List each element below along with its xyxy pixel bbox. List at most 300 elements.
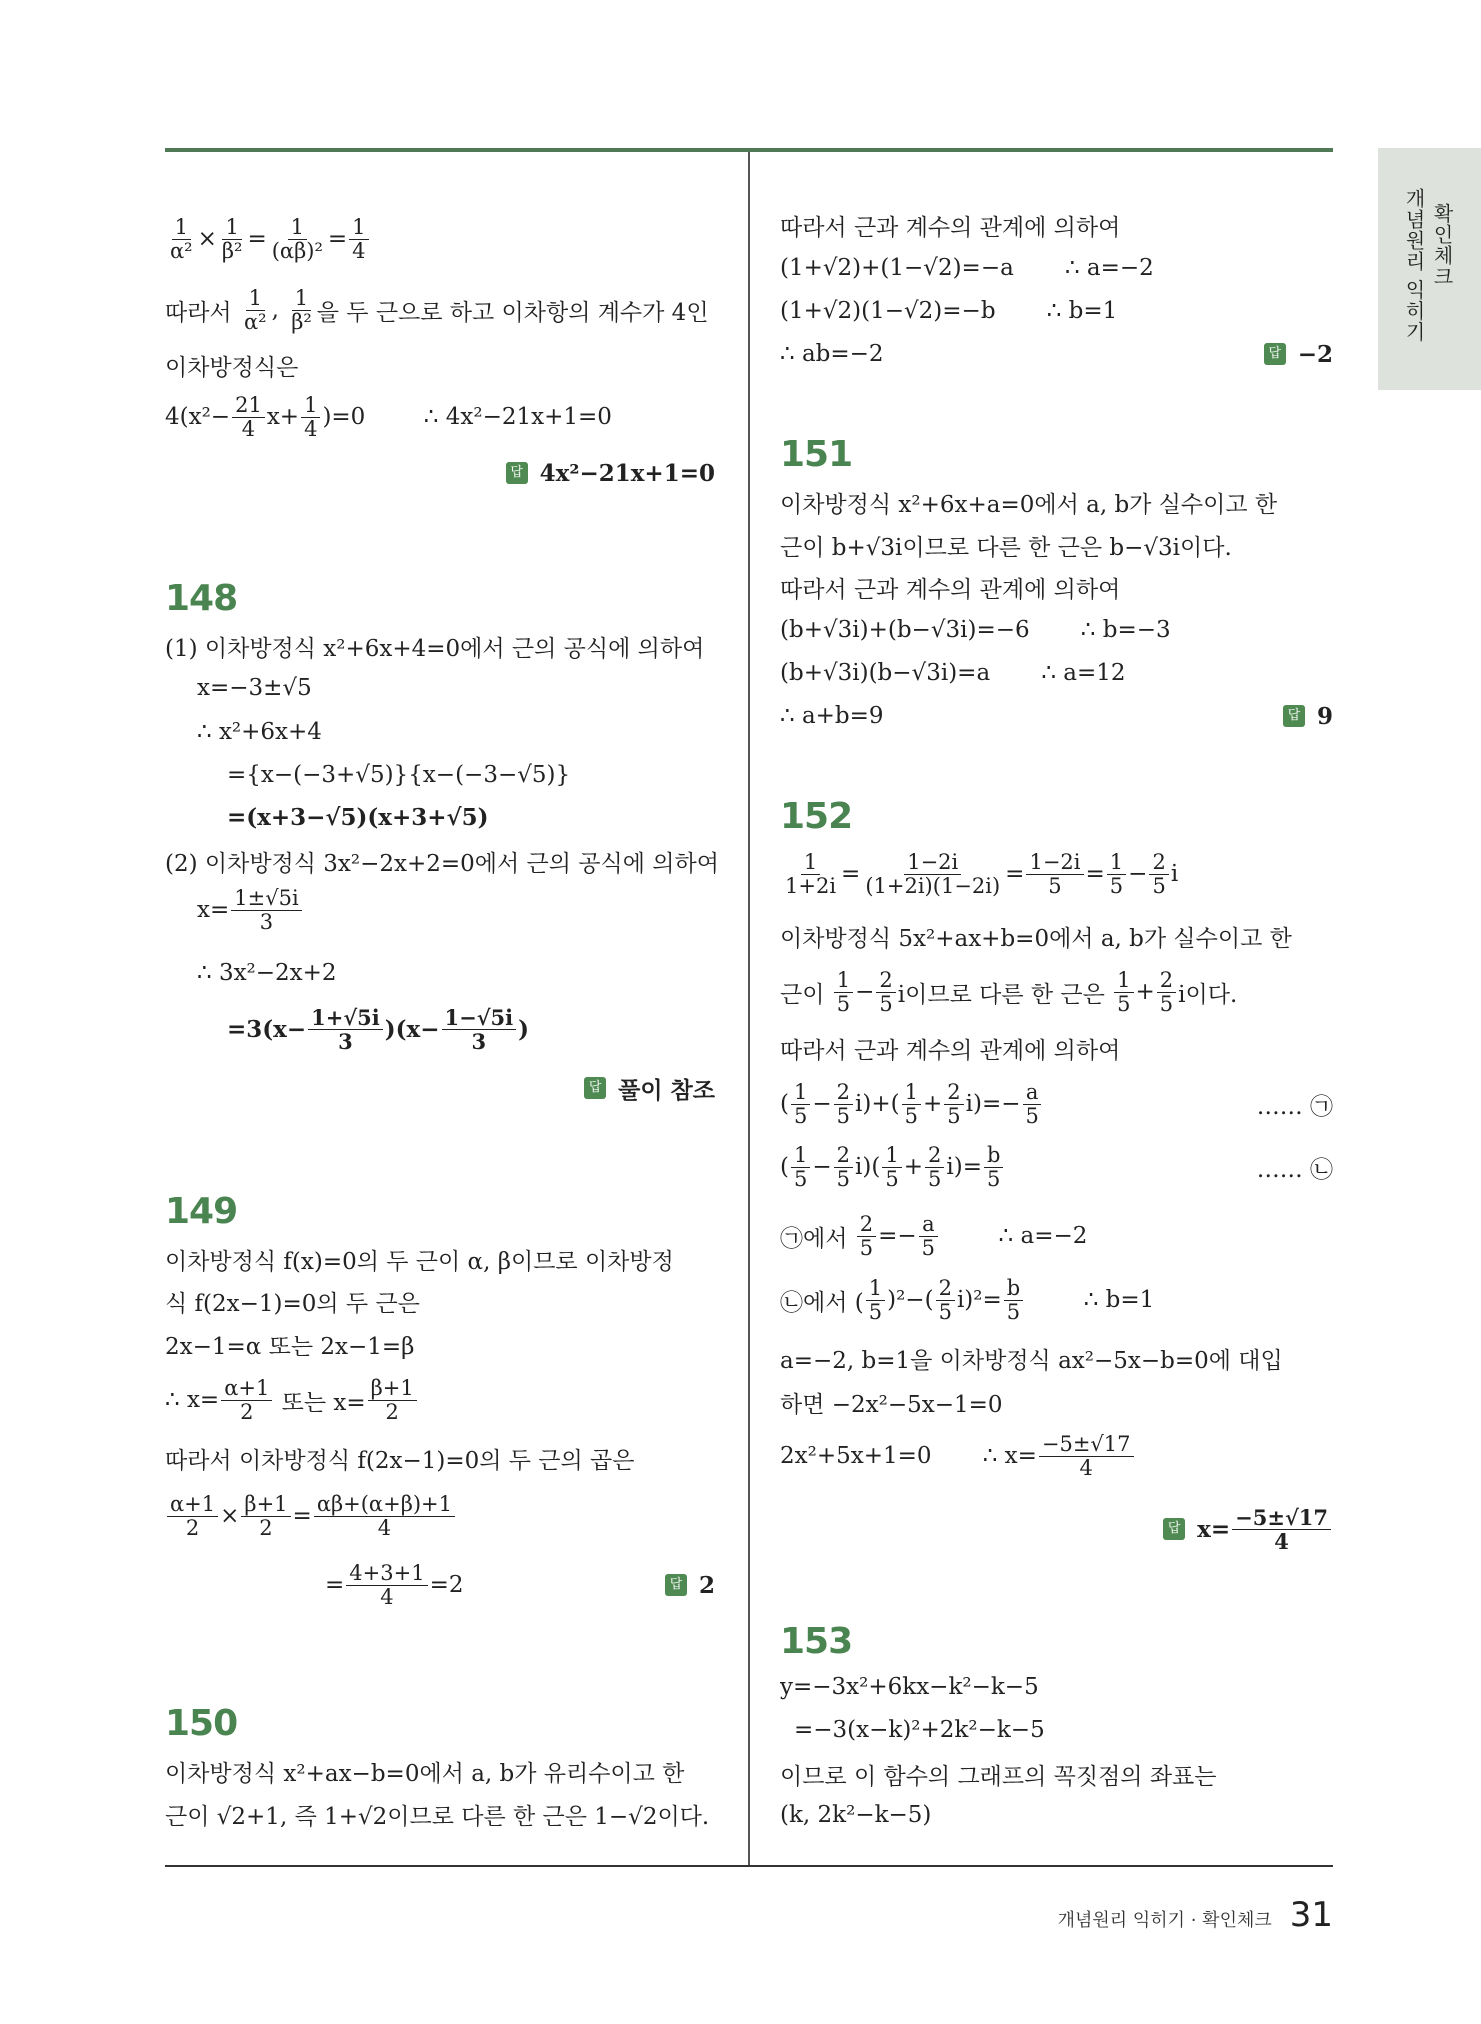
fraction-numerator: αβ+(α+β)+1 — [314, 1493, 455, 1517]
fraction — [782, 851, 839, 898]
line-content — [780, 1758, 1216, 1791]
line-content — [780, 703, 884, 729]
answer — [1163, 1506, 1333, 1553]
fraction-numerator: 1 — [882, 1144, 901, 1168]
line-content — [325, 1562, 463, 1609]
fraction-numerator: 2 — [925, 1144, 944, 1168]
fraction — [834, 1081, 853, 1128]
answer-badge-icon: 답 — [506, 462, 528, 484]
solution-line — [780, 485, 1333, 519]
fraction-numerator: −5±√17 — [1039, 1433, 1134, 1457]
line-content — [780, 1386, 1003, 1419]
fraction-denominator: 2 — [240, 1399, 254, 1424]
line-content — [780, 486, 1277, 519]
line-content — [197, 719, 322, 745]
solution-line — [165, 1284, 715, 1318]
fraction-numerator: 1±√5i — [231, 887, 301, 911]
fraction-denominator: 4 — [1274, 1528, 1289, 1554]
fraction-numerator: b — [984, 1144, 1003, 1168]
fraction-denominator: 4 — [304, 416, 318, 441]
math-text: ) — [518, 1015, 530, 1043]
fraction-numerator: α+1 — [221, 1377, 272, 1401]
solution-line — [780, 1757, 1333, 1791]
solution-line — [780, 337, 1333, 371]
fraction-denominator: 5 — [1117, 991, 1131, 1016]
fraction-numerator: −5±√17 — [1232, 1506, 1331, 1530]
math-text: 따라서 이차방정식 f(2x−1)=0의 두 근의 곱은 — [165, 1447, 635, 1474]
fraction — [1232, 1506, 1331, 1553]
fraction-numerator: 1 — [301, 394, 320, 418]
fraction-numerator: 1 — [801, 851, 820, 875]
fraction — [269, 216, 326, 263]
line-content — [780, 255, 1154, 281]
fraction — [241, 1493, 290, 1540]
fraction-numerator: 1−√5i — [442, 1006, 517, 1030]
fraction-denominator: 5 — [836, 1103, 851, 1128]
solution-line — [165, 1375, 715, 1424]
math-text: = — [247, 226, 267, 252]
math-text: x+ — [266, 404, 300, 430]
math-text: i)²= — [956, 1287, 1002, 1313]
answer — [584, 1072, 715, 1105]
fraction — [1039, 1433, 1134, 1480]
fraction-denominator: 4 — [352, 238, 366, 263]
solution-line — [165, 348, 715, 382]
line-content — [197, 960, 337, 986]
line-content — [780, 1342, 1283, 1375]
math-text: = — [292, 1503, 312, 1529]
solution-line — [780, 1504, 1333, 1554]
fraction-numerator: 1 — [349, 216, 368, 240]
math-text: 2 — [698, 1571, 715, 1599]
math-text: 이차방정식 x²+6x+a=0에서 a, b가 실수이고 한 — [780, 491, 1278, 518]
solution-line — [165, 956, 715, 990]
math-text: , — [271, 297, 287, 323]
fraction — [876, 969, 895, 1016]
fraction-denominator: 3 — [338, 1028, 353, 1054]
math-text: 식 f(2x−1)=0의 두 근은 — [165, 1290, 420, 1317]
math-text: (1+√2)(1−√2)=−b ∴ b=1 — [780, 298, 1118, 324]
line-content — [780, 1277, 1154, 1324]
fraction-numerator: b — [1004, 1277, 1023, 1301]
solution-line — [780, 294, 1333, 328]
solution-line — [780, 1211, 1333, 1260]
math-text: i)=− — [965, 1091, 1021, 1117]
fraction — [1157, 969, 1176, 1016]
solution-line — [780, 1798, 1333, 1832]
fraction-numerator: 2 — [834, 1144, 853, 1168]
line-content — [165, 1493, 457, 1540]
solution-line — [165, 715, 715, 749]
section-side-tab[interactable] — [1378, 148, 1481, 390]
fraction — [232, 394, 265, 441]
fraction-numerator: 4+3+1 — [346, 1562, 427, 1586]
solution-line — [165, 456, 715, 490]
answer-badge-icon: 답 — [665, 1574, 687, 1596]
fraction-numerator: 2 — [1157, 969, 1176, 993]
math-text: 4x²−21x+1=0 — [539, 459, 715, 487]
math-text: × — [197, 226, 217, 252]
math-text: − — [812, 1154, 832, 1180]
line-content — [794, 1717, 1045, 1743]
fraction-denominator: 5 — [938, 1299, 952, 1324]
math-text: − — [812, 1091, 832, 1117]
fraction-numerator: 1 — [902, 1081, 921, 1105]
math-text: =(x+3−√5)(x+3+√5) — [227, 803, 489, 831]
math-text: − — [1128, 861, 1148, 887]
fraction-denominator: 2 — [185, 1515, 200, 1540]
line-content — [780, 1032, 1120, 1065]
fraction — [902, 1081, 921, 1128]
math-text: = — [841, 861, 861, 887]
side-tab-label-chapter: 개념원리 익히기 — [1402, 188, 1426, 343]
fraction — [791, 1081, 810, 1128]
fraction-denominator: 5 — [1048, 873, 1062, 898]
footer-section-title: 개념원리 익히기 · 확인체크 — [1057, 1910, 1272, 1931]
math-text: 이차방정식은 — [165, 354, 299, 381]
fraction-denominator: 3 — [471, 1028, 487, 1054]
math-text: ∴ b=1 — [1025, 1287, 1155, 1313]
fraction-denominator: 4 — [241, 416, 256, 441]
fraction-denominator: 5 — [885, 1166, 899, 1191]
fraction — [442, 1006, 517, 1053]
fraction-numerator: 1 — [222, 216, 241, 240]
fraction — [1023, 1081, 1042, 1128]
math-text: i)( — [855, 1154, 881, 1180]
fraction-numerator: 1 — [1107, 851, 1126, 875]
fraction — [919, 1213, 938, 1260]
solution-line — [165, 1242, 715, 1276]
math-text: =2 — [429, 1572, 464, 1598]
math-text: (1) 이차방정식 x²+6x+4=0에서 근의 공식에 의하여 — [165, 635, 705, 662]
math-text: i이다. — [1178, 981, 1238, 1008]
solution-line — [780, 1079, 1333, 1128]
fraction — [834, 969, 853, 1016]
line-content — [165, 845, 719, 878]
fraction-numerator: 2 — [876, 969, 895, 993]
answer-badge-icon: 답 — [1163, 1518, 1185, 1540]
math-text: )(x− — [384, 1015, 440, 1043]
math-text: 을 두 근으로 하고 이차항의 계수가 4인 — [316, 299, 709, 326]
line-content — [780, 1433, 1136, 1480]
math-text: = — [1005, 861, 1025, 887]
solution-line — [165, 758, 715, 792]
fraction — [241, 287, 270, 334]
line-content — [165, 1377, 419, 1424]
fraction-numerator: 21 — [232, 394, 265, 418]
fraction-numerator: 1 — [1114, 969, 1133, 993]
line-content — [165, 1285, 420, 1318]
fraction-numerator: 1 — [292, 287, 311, 311]
solution-line — [780, 1713, 1333, 1747]
fraction — [1026, 851, 1083, 898]
fraction-denominator: 5 — [947, 1103, 961, 1128]
equation-marker: …… ㉡ — [1256, 1156, 1333, 1183]
fraction — [834, 1144, 853, 1191]
fraction-denominator: 5 — [859, 1235, 874, 1260]
math-text: ( — [780, 1154, 789, 1180]
line-content — [165, 216, 371, 263]
side-tab-label-section: 확인체크 — [1430, 203, 1454, 287]
fraction-denominator: 5 — [1025, 1103, 1039, 1128]
line-content — [197, 675, 312, 701]
math-text: 따라서 근과 계수의 관계에 의하여 — [780, 214, 1121, 241]
math-text: (k, 2k²−k−5) — [780, 1802, 932, 1828]
solution-line — [780, 849, 1333, 898]
fraction-denominator: 2 — [385, 1399, 399, 1424]
math-text: ∴ x²+6x+4 — [197, 719, 322, 745]
fraction-denominator: 5 — [927, 1166, 942, 1191]
fraction — [1149, 851, 1168, 898]
fraction — [944, 1081, 963, 1128]
math-text: )²−( — [887, 1287, 934, 1313]
solution-line — [165, 1441, 715, 1475]
math-text: = — [1085, 861, 1105, 887]
math-text: i)= — [946, 1154, 982, 1180]
math-text: 풀이 참조 — [618, 1076, 715, 1104]
fraction-denominator: 5 — [793, 1103, 808, 1128]
fraction-numerator: β+1 — [241, 1493, 290, 1517]
answer-badge-icon: 답 — [584, 1077, 606, 1099]
math-text: − — [855, 979, 875, 1005]
line-content — [165, 1243, 674, 1276]
line-content — [165, 1442, 634, 1475]
fraction-denominator: 5 — [836, 991, 851, 1016]
solution-line — [165, 1754, 715, 1788]
fraction-denominator: 5 — [793, 1166, 808, 1191]
math-text: 따라서 — [165, 299, 239, 326]
fraction-numerator: α+1 — [167, 1493, 218, 1517]
line-content — [165, 287, 709, 334]
line-content — [780, 529, 1232, 562]
line-content — [780, 617, 1171, 643]
fraction-denominator: 5 — [1006, 1299, 1021, 1324]
fraction-denominator: 5 — [879, 991, 893, 1016]
solution-line — [780, 528, 1333, 562]
math-text: =− — [878, 1223, 917, 1249]
fraction — [936, 1277, 955, 1324]
fraction-numerator: β+1 — [368, 1377, 417, 1401]
math-text: ㉡에서 ( — [780, 1289, 864, 1316]
line-content — [780, 209, 1120, 242]
math-text: 이므로 이 함수의 그래프의 꼭짓점의 좌표는 — [780, 1763, 1217, 1790]
fraction-denominator: 2 — [259, 1515, 273, 1540]
fraction-denominator: 5 — [987, 1166, 1001, 1191]
solution-line — [780, 251, 1333, 285]
line-content — [165, 1755, 684, 1788]
line-content — [197, 887, 304, 934]
fraction-numerator: 2 — [834, 1081, 853, 1105]
fraction-denominator: 1+2i — [785, 873, 837, 898]
math-text: y=−3x²+6kx−k²−k−5 — [780, 1674, 1039, 1700]
fraction — [925, 1144, 944, 1191]
math-text: × — [220, 1503, 240, 1529]
fraction-denominator: α² — [243, 309, 267, 334]
line-content — [227, 804, 489, 831]
math-text: x=−3±√5 — [197, 675, 312, 701]
math-text: = — [327, 226, 348, 252]
solution-line — [780, 1142, 1333, 1191]
fraction — [308, 1006, 383, 1053]
fraction — [368, 1377, 417, 1424]
fraction — [231, 887, 301, 934]
fraction-numerator: 1 — [866, 1277, 885, 1301]
line-content — [165, 394, 612, 441]
math-text: i)+( — [855, 1091, 900, 1117]
answer — [506, 460, 715, 487]
solution-line — [780, 1431, 1333, 1480]
page-footer — [1058, 1895, 1333, 1935]
math-text: ∴ x= — [165, 1387, 220, 1413]
math-text: 2x−1=α 또는 2x−1=β — [165, 1333, 415, 1360]
problem-number: 150 — [165, 1702, 238, 1744]
math-text: x= — [197, 897, 230, 923]
math-text: + — [903, 1154, 923, 1180]
fraction-denominator: 5 — [1152, 873, 1166, 898]
fraction-denominator: 5 — [1109, 873, 1124, 898]
solution-line — [780, 570, 1333, 604]
fraction — [219, 216, 246, 263]
fraction — [1004, 1277, 1023, 1324]
fraction-denominator: 4 — [380, 1584, 394, 1609]
math-text: 이차방정식 f(x)=0의 두 근이 α, β이므로 이차방정 — [165, 1248, 674, 1275]
fraction-denominator: α² — [170, 238, 193, 263]
line-content — [165, 1328, 414, 1361]
line-content — [780, 1674, 1039, 1700]
math-text: −2 — [1297, 340, 1333, 368]
math-text: 2x²+5x+1=0 ∴ x= — [780, 1443, 1037, 1469]
math-text: ={x−(−3+√5)}{x−(−3−√5)} — [227, 762, 571, 788]
math-text: 이차방정식 x²+ax−b=0에서 a, b가 유리수이고 한 — [165, 1760, 685, 1787]
solution-line — [780, 208, 1333, 242]
math-text: 이차방정식 5x²+ax+b=0에서 a, b가 실수이고 한 — [780, 925, 1292, 952]
fraction — [862, 851, 1003, 898]
solution-line — [165, 1004, 715, 1054]
math-text: 하면 −2x²−5x−1=0 — [780, 1391, 1003, 1418]
fraction-numerator: 1+√5i — [308, 1006, 383, 1030]
math-text: ∴ 3x²−2x+2 — [197, 960, 337, 986]
fraction-denominator: 5 — [921, 1235, 936, 1260]
fraction — [1107, 851, 1126, 898]
fraction-denominator: 5 — [868, 1299, 883, 1324]
math-text: ㉠에서 — [780, 1225, 855, 1252]
solution-line — [780, 1031, 1333, 1065]
fraction — [167, 1493, 218, 1540]
solution-line — [780, 1385, 1333, 1419]
math-text: (1+√2)+(1−√2)=−a ∴ a=−2 — [780, 255, 1154, 281]
fraction-denominator: 5 — [836, 1166, 851, 1191]
solution-line — [780, 919, 1333, 953]
fraction-numerator: 2 — [936, 1277, 955, 1301]
equation-marker: …… ㉠ — [1256, 1093, 1333, 1120]
math-text: )=0 ∴ 4x²−21x+1=0 — [322, 404, 612, 430]
solution-line — [165, 671, 715, 705]
line-content — [165, 349, 298, 382]
line-content — [165, 1798, 709, 1831]
bottom-rule — [165, 1865, 1333, 1867]
math-text: i이므로 다른 한 근은 — [897, 981, 1113, 1008]
problem-number: 152 — [780, 795, 853, 837]
line-content — [780, 1144, 1005, 1191]
math-text: + — [922, 1091, 943, 1117]
fraction — [221, 1377, 272, 1424]
problem-number: 148 — [165, 577, 238, 619]
math-text: ∴ a+b=9 — [780, 703, 884, 729]
solution-line — [165, 800, 715, 834]
fraction — [857, 1213, 876, 1260]
math-text: 따라서 근과 계수의 관계에 의하여 — [780, 1037, 1121, 1064]
fraction — [882, 1144, 901, 1191]
math-text: ∴ ab=−2 — [780, 341, 884, 367]
math-text: 9 — [1316, 702, 1333, 730]
fraction-denominator: 5 — [1159, 991, 1174, 1016]
solution-line — [165, 214, 715, 263]
fraction — [791, 1144, 810, 1191]
solution-line — [165, 1071, 715, 1105]
math-text: ( — [780, 1091, 789, 1117]
problem-number: 149 — [165, 1190, 238, 1232]
answer — [1264, 341, 1333, 368]
solution-line — [165, 844, 719, 878]
problem-number: 151 — [780, 433, 853, 475]
solution-line — [165, 1560, 715, 1609]
fraction-denominator: 3 — [259, 909, 274, 934]
fraction-denominator: β² — [291, 309, 312, 334]
math-text: 근이 √2+1, 즉 1+√2이므로 다른 한 근은 1−√2이다. — [165, 1803, 710, 1830]
math-text: =−3(x−k)²+2k²−k−5 — [794, 1717, 1045, 1743]
page-number: 31 — [1289, 1895, 1333, 1935]
fraction-numerator: 2 — [1149, 851, 1168, 875]
fraction — [866, 1277, 885, 1324]
fraction-denominator: (1+2i)(1−2i) — [865, 873, 1001, 898]
column-divider — [748, 152, 750, 1866]
solution-line — [165, 1327, 715, 1361]
math-text: 따라서 근과 계수의 관계에 의하여 — [780, 576, 1121, 603]
fraction — [288, 287, 315, 334]
fraction-numerator: 1−2i — [1026, 851, 1083, 875]
answer-badge-icon: 답 — [1283, 705, 1305, 727]
solution-line — [780, 1341, 1333, 1375]
fraction — [346, 1562, 427, 1609]
math-text: (b+√3i)+(b−√3i)=−6 ∴ b=−3 — [780, 617, 1171, 643]
line-content — [780, 298, 1117, 324]
fraction — [984, 1144, 1003, 1191]
math-text: (2) 이차방정식 3x²−2x+2=0에서 근의 공식에 의하여 — [165, 850, 719, 877]
fraction-denominator: 4 — [1079, 1455, 1093, 1480]
solution-line — [165, 285, 715, 334]
solution-line — [780, 699, 1333, 733]
fraction — [1114, 969, 1133, 1016]
solution-line — [780, 1670, 1333, 1704]
line-content — [227, 762, 570, 788]
line-content — [780, 341, 884, 367]
solution-line — [165, 1491, 715, 1540]
math-text: x= — [1197, 1515, 1231, 1543]
fraction-numerator: 1 — [172, 216, 191, 240]
solution-line — [780, 656, 1333, 690]
fraction-numerator: 1 — [791, 1144, 810, 1168]
line-content — [780, 969, 1237, 1016]
fraction-numerator: 2 — [857, 1213, 876, 1237]
math-text: + — [1135, 979, 1155, 1005]
math-text: 근이 b+√3i이므로 다른 한 근은 b−√3i이다. — [780, 534, 1232, 561]
solution-line — [780, 1275, 1333, 1324]
math-text: i — [1170, 861, 1179, 887]
fraction-denominator: 4 — [377, 1515, 392, 1540]
math-text: (b+√3i)(b−√3i)=a ∴ a=12 — [780, 660, 1126, 686]
line-content — [780, 1802, 931, 1828]
line-content — [780, 660, 1126, 686]
